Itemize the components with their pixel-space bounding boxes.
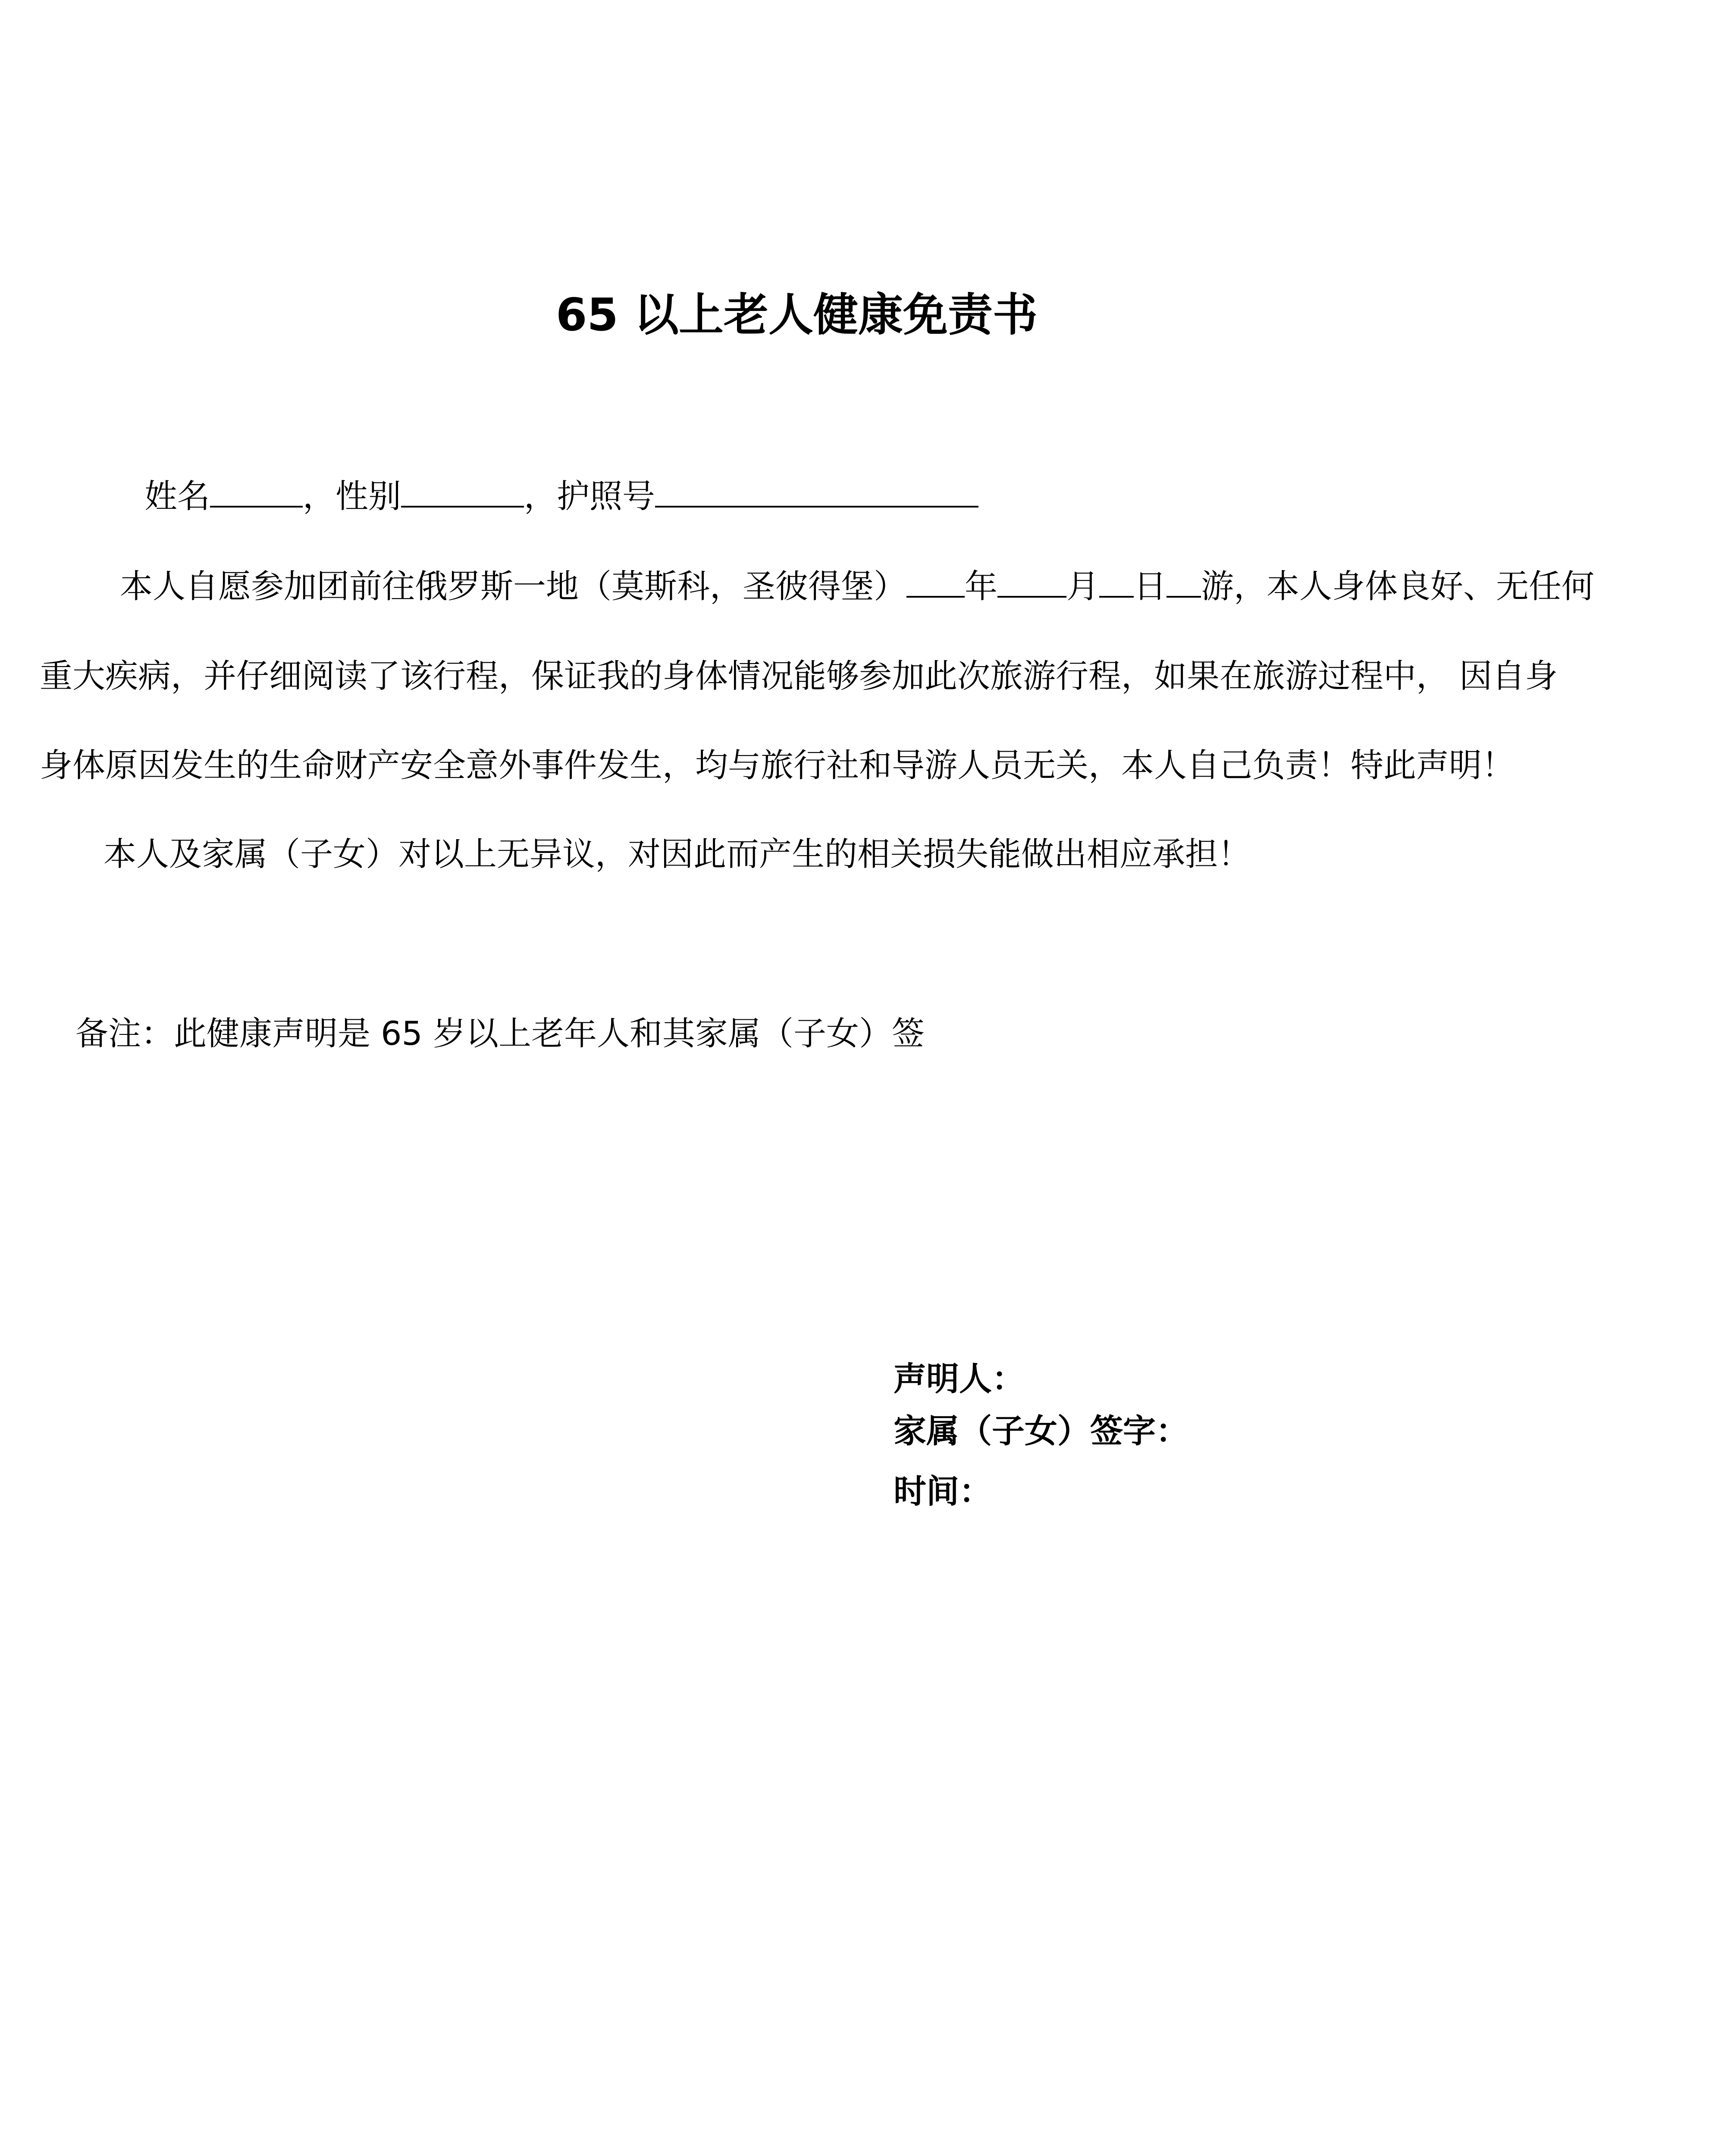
day-blank[interactable] <box>1099 566 1134 598</box>
gender-blank[interactable] <box>401 476 524 508</box>
declarant-label: 声明人： <box>894 1360 1025 1398</box>
gender-label: 性别 <box>336 477 401 515</box>
year-label: 年 <box>965 567 997 605</box>
month-blank[interactable] <box>997 566 1066 598</box>
paragraph1-line1 <box>120 563 1594 610</box>
passport-label: 护照号 <box>557 477 655 515</box>
paragraph1-line3: 身体原因发生的生命财产安全意外事件发生，均与旅行社和导游人员无关，本人自己负责！特此声明！ <box>40 746 1514 784</box>
month-label: 月 <box>1066 567 1099 605</box>
paragraph1-text: 游，本人身体良好、无任何 <box>1201 567 1594 605</box>
form-line <box>144 473 978 520</box>
trip-blank[interactable] <box>1166 566 1201 598</box>
separator: ， <box>303 477 336 515</box>
time-label: 时间： <box>894 1472 992 1510</box>
document-title: 65 以上老人健康免责书 <box>556 288 1038 341</box>
name-label: 姓名 <box>144 477 210 515</box>
day-label: 日 <box>1134 567 1166 605</box>
paragraph2: 本人及家属（子女）对以上无异议，对因此而产生的相关损失能做出相应承担！ <box>103 835 1251 873</box>
name-blank[interactable] <box>210 476 303 508</box>
paragraph1-line2: 重大疾病，并仔细阅读了该行程，保证我的身体情况能够参加此次旅游行程，如果在旅游过程中， 因自身 <box>40 657 1558 695</box>
note: 备注：此健康声明是 65 岁以上老年人和其家属（子女）签 <box>75 1014 925 1053</box>
separator: ， <box>524 477 557 515</box>
year-blank[interactable] <box>906 566 965 598</box>
passport-blank[interactable] <box>655 476 978 508</box>
paragraph1-text: 本人自愿参加团前往俄罗斯一地（莫斯科，圣彼得堡） <box>120 567 906 605</box>
family-signature-label: 家属（子女）签字： <box>894 1412 1188 1450</box>
